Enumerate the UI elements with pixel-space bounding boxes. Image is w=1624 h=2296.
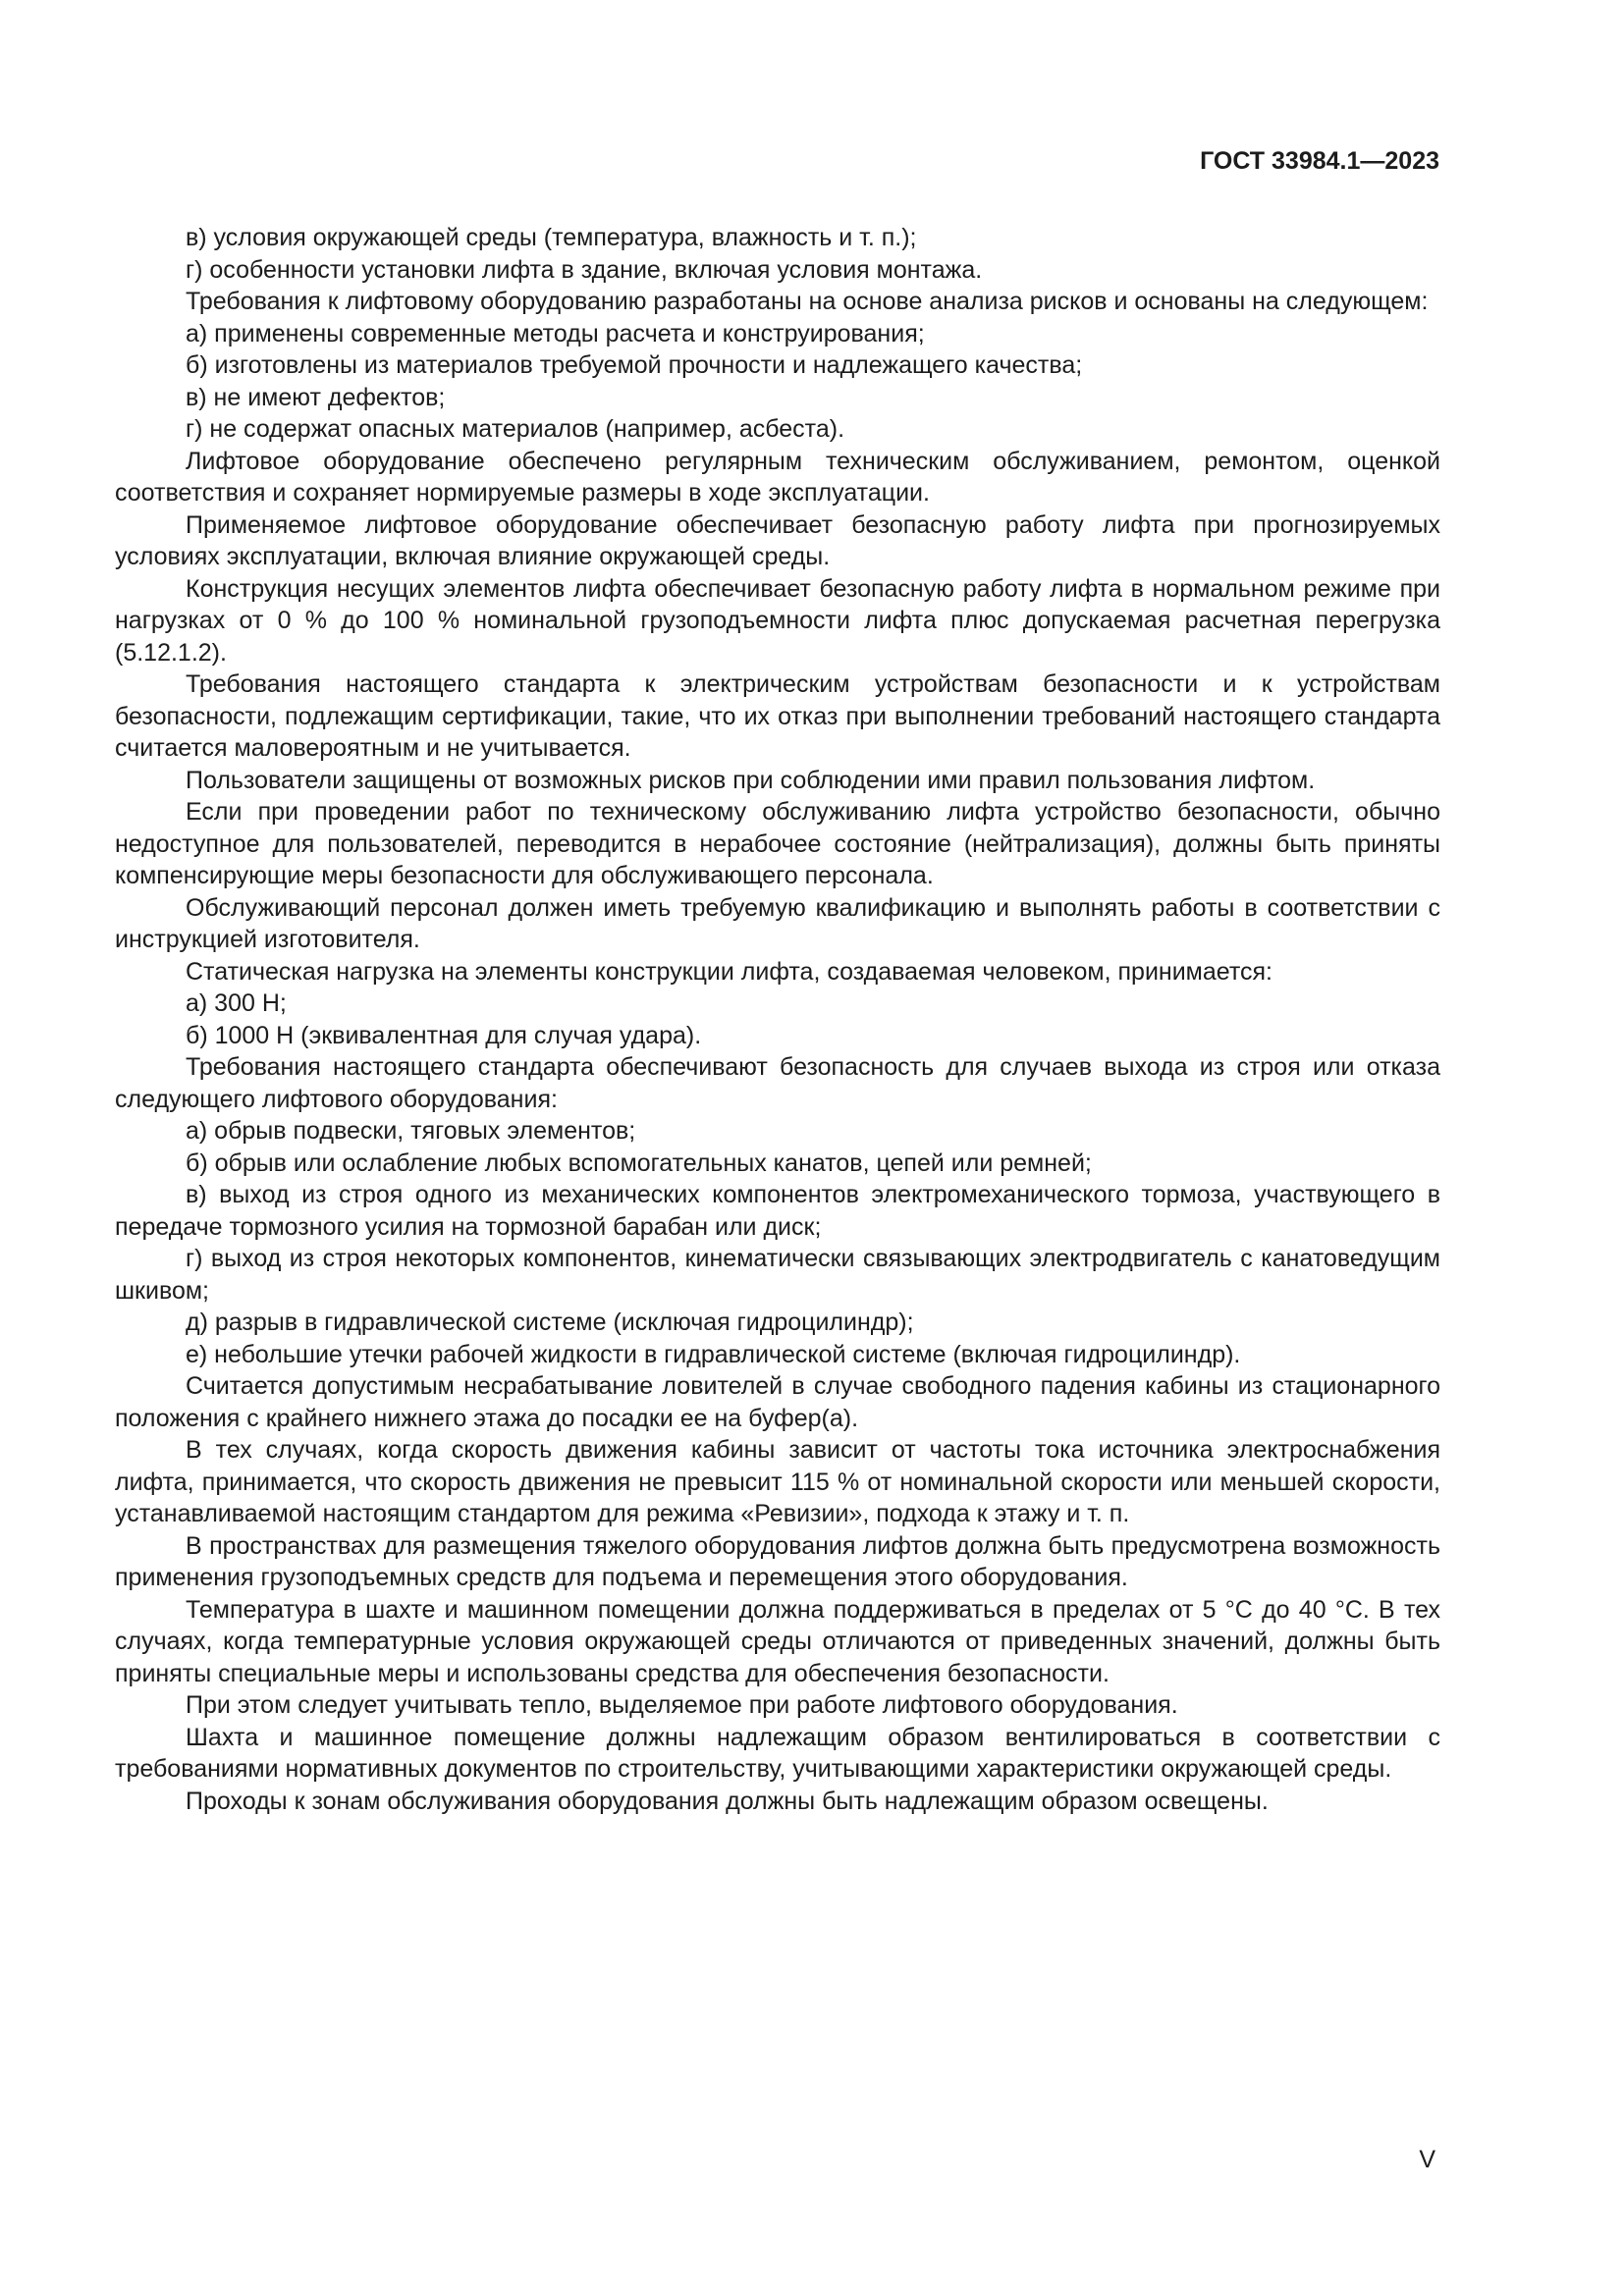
- paragraph: в) не имеют дефектов;: [186, 383, 446, 411]
- paragraph: д) разрыв в гидравлической системе (исключая гидроцилиндр);: [186, 1308, 914, 1336]
- paragraph: Требования настоящего стандарта обеспечивают безопасность для случаев выхода из строя или отказа следующего лифтового оборудования:: [115, 1053, 1440, 1113]
- paragraph: г) особенности установки лифта в здание, включая условия монтажа.: [186, 255, 983, 284]
- paragraph: Пользователи защищены от возможных рисков при соблюдении ими правил пользования лифтом.: [186, 766, 1316, 794]
- paragraph: В пространствах для размещения тяжелого оборудования лифтов должна быть предусмотрена возможность применения грузоподъемных средств для подъема и перемещения этого оборудования.: [115, 1531, 1440, 1591]
- paragraph: б) 1000 Н (эквивалентная для случая удара).: [186, 1021, 702, 1049]
- paragraph: Требования к лифтовому оборудованию разработаны на основе анализа рисков и основаны на следующем:: [186, 288, 1429, 315]
- paragraph: Конструкция несущих элементов лифта обеспечивает безопасную работу лифта в нормальном режиме при нагрузках от 0 % до 100 % номинальной грузоподъемности лифта плюс допускаемая расчетная перегрузка (5.12.1.2).: [115, 574, 1440, 667]
- paragraph: г) не содержат опасных материалов (например, асбеста).: [186, 415, 845, 443]
- paragraph: а) обрыв подвески, тяговых элементов;: [186, 1117, 636, 1145]
- paragraph: в) условия окружающей среды (температура, влажность и т. п.);: [186, 224, 917, 251]
- paragraph: Шахта и машинное помещение должны надлежащим образом вентилироваться в соответствии с требованиями нормативных документов по строительству, учитывающими характеристики окружающей среды.: [115, 1723, 1440, 1783]
- paragraph: а) 300 Н;: [186, 989, 287, 1017]
- paragraph: Проходы к зонам обслуживания оборудования должны быть надлежащим образом освещены.: [186, 1787, 1269, 1815]
- document-code-header: ГОСТ 33984.1—2023: [1200, 147, 1439, 175]
- paragraph: Требования настоящего стандарта к электрическим устройствам безопасности и к устройствам безопасности, подлежащим сертификации, такие, что их отказ при выполнении требований настоящего стандарта считается маловероятным и не учитывается.: [115, 670, 1440, 762]
- paragraph: Считается допустимым несрабатывание ловителей в случае свободного падения кабины из стационарного положения с крайнего нижнего этажа до посадки ее на буфер(а).: [115, 1372, 1440, 1432]
- page-number: V: [1419, 2146, 1435, 2173]
- paragraph: б) обрыв или ослабление любых вспомогательных канатов, цепей или ремней;: [186, 1148, 1092, 1177]
- paragraph: г) выход из строя некоторых компонентов, кинематически связывающих электродвигатель с канатоведущим шкивом;: [115, 1245, 1440, 1305]
- paragraph: Если при проведении работ по техническому обслуживанию лифта устройство безопасности, обычно недоступное для пользователей, переводится в нерабочее состояние (нейтрализация), должны быть приняты компенсирующие меры безопасности для обслуживающего персонала.: [115, 798, 1440, 889]
- paragraph: Температура в шахте и машинном помещении должна поддерживаться в пределах от 5 °С до 40 °С. В тех случаях, когда температурные условия окружающей среды отличаются от приведенных значений, должны быть приняты специальные меры и использованы средства для обеспечения безопасности.: [115, 1595, 1440, 1687]
- document-body: [115, 222, 1440, 1817]
- paragraph: в) выход из строя одного из механических компонентов электромеханического тормоза, участвующего в передаче тормозного усилия на тормозной барабан или диск;: [115, 1181, 1440, 1241]
- paragraph: В тех случаях, когда скорость движения кабины зависит от частоты тока источника электроснабжения лифта, принимается, что скорость движения не превысит 115 % от номинальной скорости или меньшей скорости, устанавливаемой настоящим стандартом для режима «Ревизии», подхода к этажу и т. п.: [115, 1436, 1440, 1527]
- paragraph: Обслуживающий персонал должен иметь требуемую квалификацию и выполнять работы в соответствии с инструкцией изготовителя.: [115, 893, 1440, 953]
- paragraph: При этом следует учитывать тепло, выделяемое при работе лифтового оборудования.: [186, 1691, 1178, 1719]
- paragraph: е) небольшие утечки рабочей жидкости в гидравлической системе (включая гидроцилиндр).: [186, 1340, 1241, 1368]
- paragraph: Применяемое лифтовое оборудование обеспечивает безопасную работу лифта при прогнозируемых условиях эксплуатации, включая влияние окружающей среды.: [115, 510, 1440, 570]
- paragraph: б) изготовлены из материалов требуемой прочности и надлежащего качества;: [186, 351, 1083, 379]
- paragraph: а) применены современные методы расчета и конструирования;: [186, 319, 925, 347]
- paragraph: Лифтовое оборудование обеспечено регулярным техническим обслуживанием, ремонтом, оценкой соответствия и сохраняет нормируемые размеры в ходе эксплуатации.: [115, 447, 1440, 507]
- paragraph: Статическая нагрузка на элементы конструкции лифта, создаваемая человеком, принимается:: [186, 957, 1272, 986]
